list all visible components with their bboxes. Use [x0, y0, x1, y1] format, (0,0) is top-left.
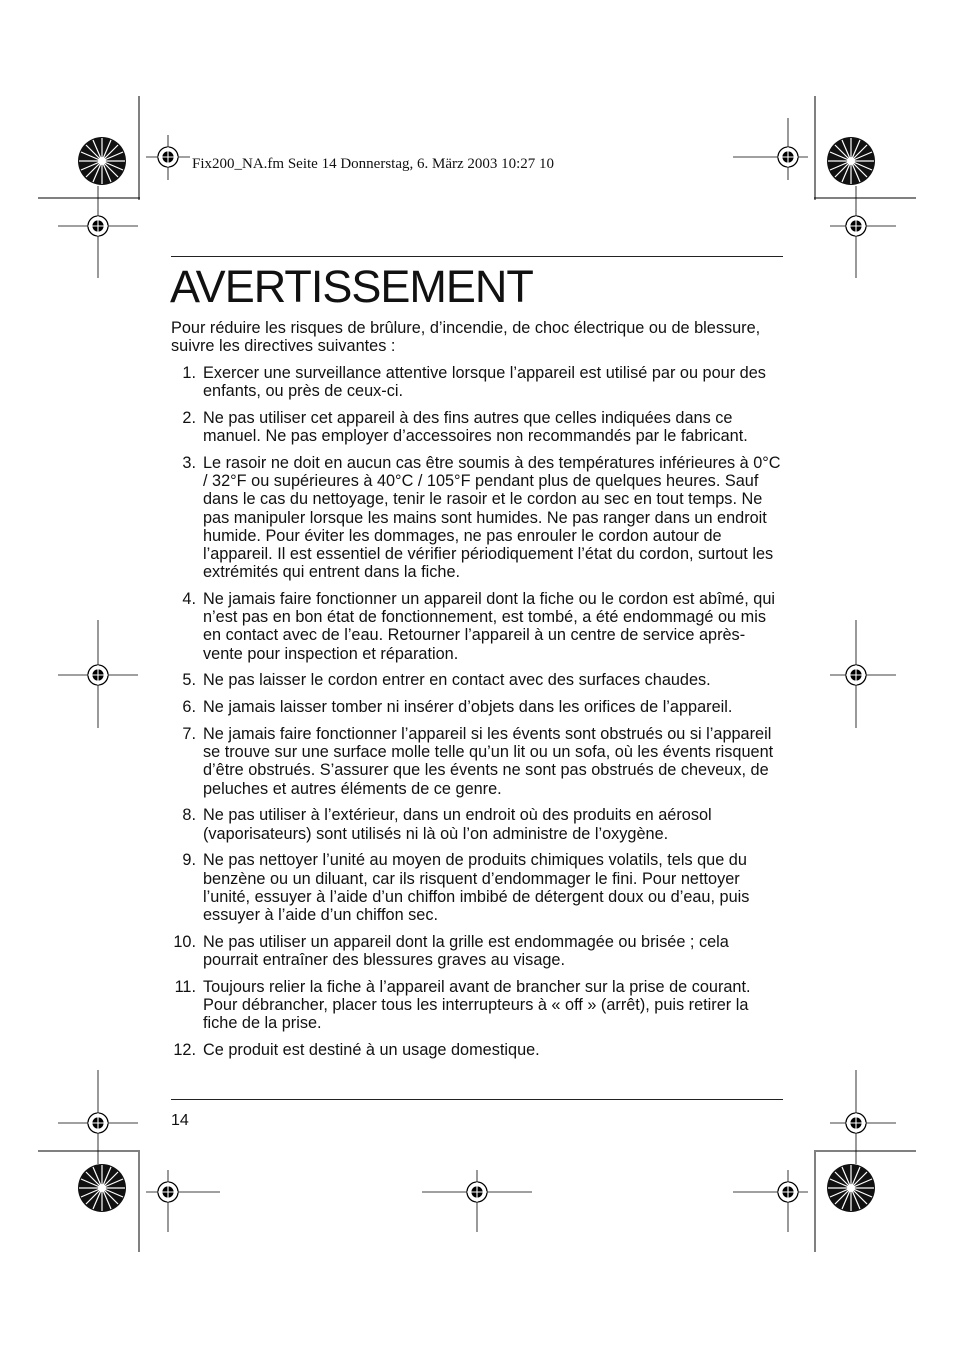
- list-item: [171, 671, 783, 689]
- list-item: [171, 978, 783, 1033]
- list-item: [171, 1041, 783, 1059]
- item-text: Ne pas laisser le cordon entrer en contact avec des surfaces chaudes.: [203, 671, 711, 690]
- page-title: AVERTISSEMENT: [170, 261, 533, 312]
- item-number: 5.: [182, 671, 196, 690]
- page-number: 14: [171, 1112, 189, 1129]
- item-text: Ne jamais faire fonctionner un appareil dont la fiche ou le cordon est abîmé, qui n’est pas en bon état de fonctionnement, est tombé, a été endommagé ou mis en contact avec de l’eau. Retourner l’appareil à un centre de service après-vente pour inspection et réparation.: [203, 590, 775, 663]
- item-number: 6.: [182, 698, 196, 717]
- item-text: Ce produit est destiné à un usage domestique.: [203, 1041, 540, 1060]
- item-number: 7.: [182, 725, 196, 744]
- item-number: 11.: [174, 977, 196, 996]
- item-text: Ne pas utiliser un appareil dont la grille est endommagée ou brisée ; cela pourrait entraîner des blessures graves au visage.: [203, 932, 729, 970]
- item-text: Exercer une surveillance attentive lorsque l’appareil est utilisé par ou pour des enfants, ou près de ceux-ci.: [203, 364, 766, 401]
- top-rule: [171, 256, 783, 257]
- list-item: [171, 933, 783, 969]
- list-item: [171, 364, 783, 400]
- item-text: Toujours relier la fiche à l’appareil avant de brancher sur la prise de courant. Pour débrancher, placer tous les interrupteurs à « off » (arrêt), puis retirer la fiche de la prise.: [203, 977, 751, 1033]
- item-number: 3.: [182, 454, 196, 472]
- list-item: [171, 725, 783, 798]
- item-text: Ne jamais laisser tomber ni insérer d’objets dans les orifices de l’appareil.: [203, 698, 733, 717]
- item-number: 4.: [182, 590, 196, 609]
- list-item: [171, 806, 783, 842]
- item-number: 10.: [173, 932, 196, 951]
- warning-list: [171, 364, 783, 1068]
- list-item: [171, 698, 783, 716]
- item-number: 12.: [173, 1041, 196, 1060]
- bottom-rule: [171, 1099, 783, 1100]
- file-slug: Fix200_NA.fm Seite 14 Donnerstag, 6. März 2003 10:27 10: [192, 156, 555, 172]
- item-number: 2.: [182, 409, 196, 427]
- item-text: Ne jamais faire fonctionner l’appareil si les évents sont obstrués ou si l’appareil se trouve sur une surface molle telle qu’un lit ou un sofa, où les évents risquent d’être obstrués. S’assurer que les évents ne sont pas obstrués de cheveux, de peluches et autres éléments de ce genre.: [203, 725, 774, 798]
- item-number: 8.: [182, 806, 196, 825]
- item-number: 1.: [182, 364, 196, 382]
- item-text: Ne pas utiliser cet appareil à des fins autres que celles indiquées dans ce manuel. Ne pas employer d’accessoires non recommandés par le fabricant.: [203, 409, 748, 446]
- list-item: [171, 590, 783, 663]
- list-item: [171, 851, 783, 924]
- list-item: [171, 454, 783, 581]
- item-text: Ne pas nettoyer l’unité au moyen de produits chimiques volatils, tels que du benzène ou un diluant, car ils risquent d’endommager le fini. Pour nettoyer l’unité, essuyer à l’aide d’un chiffon imbibé de détergent doux ou d’eau, puis essuyer à l’aide d’un chiffon sec.: [203, 851, 750, 925]
- item-number: 9.: [182, 851, 196, 870]
- item-text: Ne pas utiliser à l’extérieur, dans un endroit où des produits en aérosol (vaporisateurs) sont utilisés ni là où l’on administre de l’oxygène.: [203, 806, 712, 843]
- intro-paragraph: Pour réduire les risques de brûlure, d’incendie, de choc électrique ou de blessure, suivre les directives suivantes :: [171, 319, 761, 356]
- item-text: Le rasoir ne doit en aucun cas être soumis à des températures inférieures à 0°C / 32°F ou supérieures à 40°C / 105°F pendant plus de quelques heures. Sauf dans le cas du nettoyage, tenir le rasoir et le cordon au sec en tout temps. Ne pas manipuler lorsque les mains sont humides. Ne pas ranger dans un endroit humide. Pour éviter les dommages, ne pas enrouler le cordon autour de l’appareil. Il est essentiel de vérifier périodiquement l’état du cordon, surtout les extrémités qui entrent dans la fiche.: [203, 454, 781, 582]
- list-item: [171, 409, 783, 445]
